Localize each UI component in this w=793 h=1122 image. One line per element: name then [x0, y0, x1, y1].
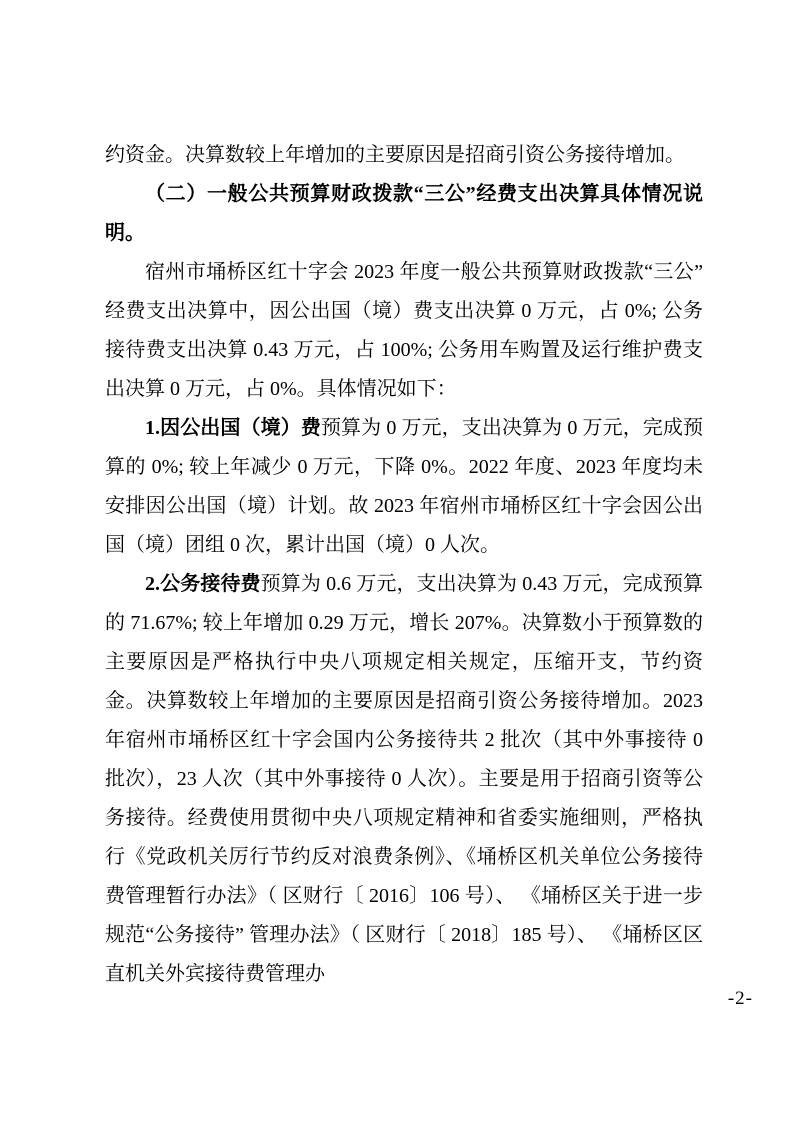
bold-text-run: （二）一般公共预算财政拨款“三公”经费支出决算具体情况说明。 [105, 183, 703, 244]
paragraph [105, 253, 703, 409]
bold-text-run: 2.公务接待费 [145, 573, 261, 595]
text-run: 约资金。决算数较上年增加的主要原因是招商引资公务接待增加。 [105, 144, 685, 166]
paragraph [105, 409, 703, 565]
text-run: 预算为 0.6 万元，支出决算为 0.43 万元，完成预算的 71.67%; 较上年增加 0.29 万元，增长 207%。决算数小于预算数的主要原因是严格执行中央八项规定相关规定，压缩开支，节约资金。决算数较上年增加的主要原因是招商引资公务接待增加。2023 年宿州市埇桥区红十字会国内公务接待共 2 批次（其中外事接待 0 批次），23 人次（其中外事接待 0 人次）。主要是用于招商引资等公务接待。经费使用贯彻中央八项规定精神和省委实施细则，严格执行《党政机关厉行节约反对浪费条例》、《埇桥区机关单位公务接待费管理暂行办法》（ 区财行〔 2016〕106 号）、 《埇桥区关于进一步规范“公务接待” 管理办法》（ 区财行〔 2018〕185 号）、 《埇桥区区直机关外宾接待费管理办 [105, 573, 704, 985]
paragraph [105, 136, 703, 175]
document-body [105, 136, 703, 994]
page-number: -2- [727, 988, 753, 1009]
text-run: 预算为 0 万元，支出决算为 0 万元，完成预算的 0%; 较上年减少 0 万元，下降 0%。2022 年度、2023 年度均未安排因公出国（境）计划。故 2023 年宿州市埇桥区红十字会因公出国（境）团组 0 次，累计出国（境）0 人次。 [105, 417, 704, 556]
text-run: 宿州市埇桥区红十字会 2023 年度一般公共预算财政拨款“三公” 经费支出决算中，因公出国（境）费支出决算 0 万元，占 0%; 公务接待费支出决算 0.43 万元，占 100%; 公务用车购置及运行维护费支出决算 0 万元，占 0%。具体情况如下： [105, 261, 703, 400]
bold-text-run: 1.因公出国（境）费 [145, 417, 321, 439]
paragraph [105, 175, 703, 253]
paragraph [105, 565, 703, 994]
